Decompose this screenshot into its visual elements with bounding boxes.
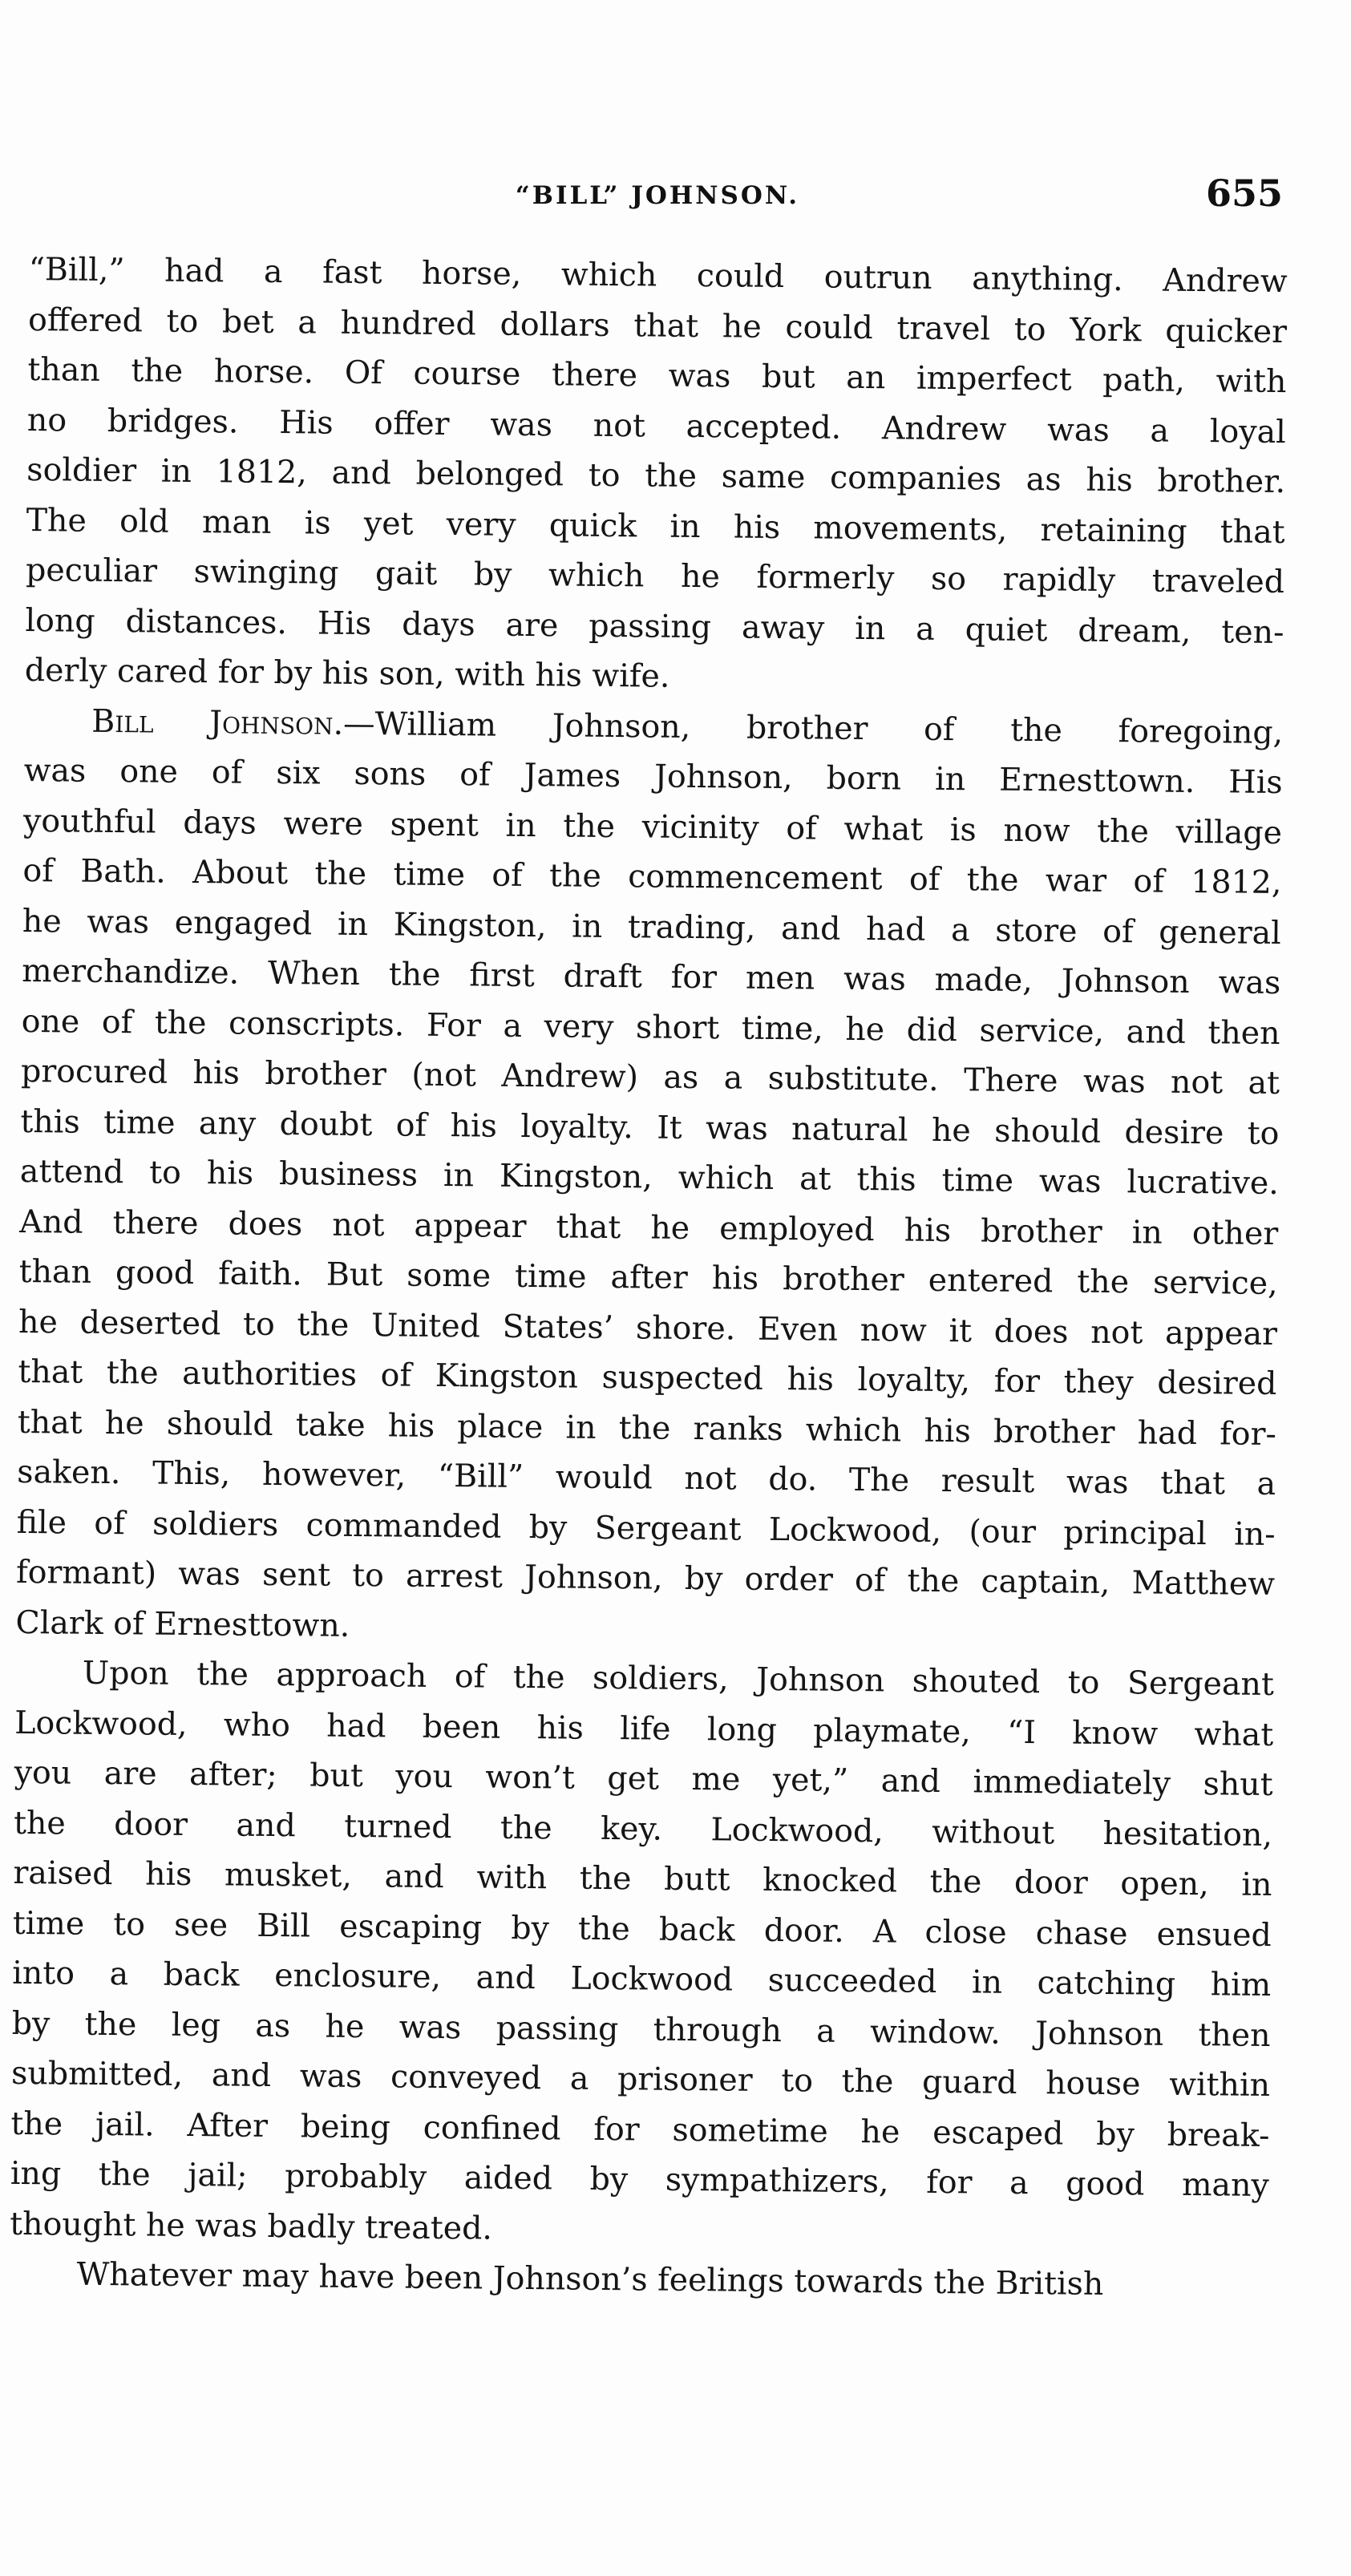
paragraph [15, 695, 1283, 1660]
text-line: saken. This, however, “Bill” would not do. The result was that a [17, 1453, 1276, 1502]
text-line: Upon the approach of the soldiers, Johnson shouted to Sergeant [82, 1654, 1275, 1703]
text-line: than the horse. Of course there was but an imperfect path, with [27, 350, 1287, 401]
text-line: submitted, and was conveyed a prisoner to the guard house within [10, 2054, 1271, 2104]
text-line: time to see Bill escaping by the back door. A close chase ensued [12, 1904, 1272, 1954]
text-line: of Bath. About the time of the commencement of the war of 1812, [22, 851, 1282, 902]
paragraph [10, 1648, 1274, 2261]
running-title: “BILL” JOHNSON. [515, 181, 800, 210]
text-run: —William Johnson, brother of the foregoing, [342, 705, 1284, 751]
text-line: ing the jail; probably aided by sympathizers, for a good many [10, 2154, 1270, 2204]
text-line: soldier in 1812, and belonged to the same companies as his brother. [26, 451, 1286, 501]
text-line: you are after; but you won’t get me yet,” and immediately shut [14, 1753, 1273, 1803]
paragraph [25, 245, 1288, 708]
text-line: no bridges. His offer was not accepted. Andrew was a loyal [26, 401, 1287, 451]
text-line: by the leg as he was passing through a window. Johnson then [11, 2004, 1271, 2054]
text-line: file of soldiers commanded by Sergeant Lockwood, (our principal in- [16, 1503, 1276, 1553]
text-line: Lockwood, who had been his life long playmate, “I know what [14, 1704, 1274, 1753]
text-line: raised his musket, and with the butt knocked the door open, in [13, 1854, 1272, 1903]
text-line: youthful days were spent in the vicinity of what is now the village [22, 802, 1283, 851]
text-line: long distances. His days are passing away in a quiet dream, ten- [25, 601, 1284, 651]
text-line: this time any doubt of his loyalty. It was natural he should desire to [20, 1102, 1280, 1152]
body-text [9, 245, 1288, 2311]
text-line: he was engaged in Kingston, in trading, and had a store of general [22, 902, 1282, 952]
text-line: that he should take his place in the ranks which his brother had for- [17, 1403, 1277, 1453]
text-line: thought he was badly treated. [10, 2205, 493, 2247]
text-line: And there does not appear that he employed his brother in other [19, 1203, 1279, 1252]
text-line: attend to his business in Kingston, which at this time was lucrative. [19, 1152, 1280, 1203]
section-heading: Bill Johnson. [91, 702, 344, 742]
page-number: 655 [1205, 172, 1283, 215]
text-line: the door and turned the key. Lockwood, without hesitation, [13, 1804, 1273, 1854]
text-line: Clark of Ernesttown. [15, 1603, 350, 1644]
text-line: into a back enclosure, and Lockwood succeeded in catching him [12, 1954, 1272, 2004]
text-line: merchandize. When the first draft for men was made, Johnson was [22, 952, 1281, 1002]
text-line: “Bill,” had a fast horse, which could outrun anything. Andrew [28, 250, 1288, 301]
text-line: The old man is yet very quick in his movements, retaining that [26, 501, 1285, 551]
text-line: peculiar swinging gait by which he formerly so rapidly traveled [25, 551, 1285, 601]
text-line: formant) was sent to arrest Johnson, by order of the captain, Matthew [15, 1553, 1276, 1603]
text-line: the jail. After being confined for sometime he escaped by break- [10, 2105, 1270, 2154]
text-line: one of the conscripts. For a very short time, he did service, and then [21, 1002, 1280, 1052]
text-line: that the authorities of Kingston suspected his loyalty, for they desired [18, 1353, 1277, 1403]
text-line: offered to bet a hundred dollars that he could travel to York quicker [27, 301, 1288, 350]
text-line: procured his brother (not Andrew) as a substitute. There was not at [20, 1052, 1280, 1102]
text-line: derly cared for by his son, with his wife. [24, 651, 670, 695]
text-line: than good faith. But some time after his brother entered the service, [18, 1252, 1278, 1303]
text-line: he deserted to the United States’ shore. Even now it does not appear [18, 1303, 1278, 1353]
text-line: was one of six sons of James Johnson, born in Ernesttown. His [23, 751, 1283, 802]
text-line: Whatever may have been Johnson’s feelings towards the British [76, 2255, 1104, 2303]
running-head [32, 172, 1283, 220]
